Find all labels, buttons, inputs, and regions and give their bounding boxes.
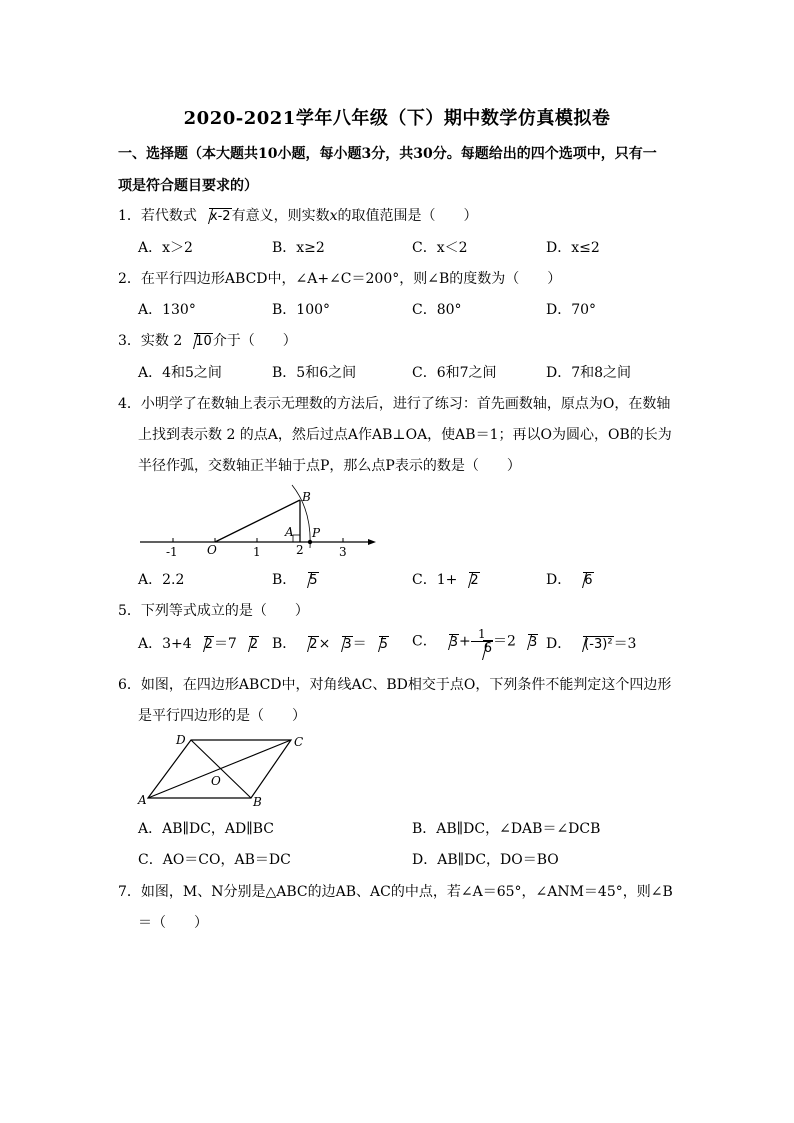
- section-heading-line2: 项是符合题目要求的）: [118, 178, 258, 194]
- q1-suffix: 有意义，则实数: [231, 208, 330, 224]
- q5-c-radical-1: [438, 632, 459, 653]
- q5-d-prefix: D．: [546, 636, 572, 652]
- question-4-line2: 上找到表示数 2 的点A，然后过点A作AB⊥OA，使AB＝1；再以O为圆心，OB的长为: [138, 427, 672, 443]
- q4-option-d-radical: [572, 570, 593, 591]
- question-3: [118, 331, 297, 352]
- q4-option-c-radical: [458, 570, 479, 591]
- q1-option-b[interactable]: B．x≥2: [272, 240, 325, 256]
- label-1: 1: [253, 545, 261, 559]
- q5-b-eq: ＝: [352, 636, 367, 652]
- q5-b-mid: ×: [318, 636, 331, 652]
- q6-option-d[interactable]: D．AB∥DC，DO＝BO: [412, 852, 559, 868]
- q5-c-den-rad: 6: [483, 641, 493, 656]
- q5-c-num: 1: [471, 628, 493, 642]
- q5-c-radical-2: [517, 632, 538, 653]
- q6-option-b[interactable]: B．AB∥DC，∠DAB＝∠DCB: [412, 821, 601, 837]
- right-angle-mark: [293, 535, 300, 542]
- question-7-line2: ＝（ ）: [138, 915, 208, 931]
- label-p: P: [312, 526, 321, 540]
- q3-option-c[interactable]: C．6和7之间: [412, 365, 497, 381]
- number-line-figure: [140, 480, 380, 560]
- q5-c-rad2: 3: [528, 634, 538, 650]
- q5-a-rad2: 2: [249, 637, 259, 652]
- q4-option-d-radicand: 6: [584, 573, 593, 588]
- question-6-line1: 6．如图，在四边形ABCD中，对角线AC、BD相交于点O，下列条件不能判定这个四边形: [118, 677, 672, 693]
- q2-option-c[interactable]: C．80°: [412, 302, 462, 318]
- q4-option-d-prefix: D．: [546, 572, 572, 588]
- q6-option-c[interactable]: C．AO＝CO，AB＝DC: [138, 852, 291, 868]
- question-4-line3: 半径作弧，交数轴正半轴于点P，那么点P表示的数是（ ）: [138, 458, 521, 474]
- q4-option-b[interactable]: [272, 570, 319, 591]
- q3-prefix: 3．实数 2: [118, 333, 183, 349]
- q4-option-d[interactable]: [546, 570, 594, 591]
- q5-option-d[interactable]: [546, 634, 636, 655]
- q5-c-prefix: C．: [412, 633, 437, 650]
- q5-option-c[interactable]: [412, 628, 538, 655]
- q3-option-d[interactable]: D．7和8之间: [546, 365, 632, 381]
- q5-d-rad: (-3)²: [584, 637, 613, 652]
- q1-radicand: x-2: [209, 209, 231, 224]
- question-1: [118, 206, 477, 227]
- label-2: 2: [296, 543, 304, 557]
- q1-var: x: [329, 208, 338, 224]
- q3-radical: [183, 331, 213, 352]
- question-7-line1: 7．如图，M、N分别是△ABC的边AB、AC的中点，若∠A＝65°，∠ANM＝45°，则∠B: [118, 884, 673, 900]
- q5-d-eq: ＝3: [613, 636, 637, 652]
- q1-option-a[interactable]: A．x＞2: [138, 240, 193, 256]
- section-heading-line1: 一、选择题（本大题共10小题，每小题3分，共30分。每题给出的四个选项中，只有一: [118, 146, 657, 162]
- label-o-quad: O: [211, 774, 221, 788]
- q5-b-rad3: 5: [379, 637, 388, 652]
- q5-b-rad2: 3: [343, 637, 352, 652]
- diagonal-bd: [191, 740, 251, 798]
- q5-c-rad1: 3: [449, 634, 458, 650]
- label-a-quad: A: [138, 793, 147, 807]
- quadrilateral-figure: [134, 730, 314, 810]
- label-3: 3: [339, 545, 347, 559]
- question-5: 5．下列等式成立的是（ ）: [118, 603, 309, 619]
- axis-arrow-icon: [368, 539, 376, 545]
- q5-c-plus: +: [459, 633, 471, 650]
- label-b-quad: B: [253, 795, 262, 809]
- question-4-line1: 4．小明学了在数轴上表示无理数的方法后，进行了练习：首先画数轴，原点为O，在数轴: [118, 396, 671, 412]
- q1-radical: [198, 206, 232, 227]
- q2-option-d[interactable]: D．70°: [546, 302, 597, 318]
- q5-option-b[interactable]: [272, 634, 389, 655]
- label-o: O: [207, 543, 217, 557]
- q5-c-den-radical: [472, 642, 493, 655]
- q3-radicand: 10: [195, 334, 212, 349]
- question-2: 2．在平行四边形ABCD中，∠A+∠C＝200°，则∠B的度数为（ ）: [118, 271, 562, 287]
- q3-suffix: 介于（ ）: [212, 333, 297, 349]
- q2-option-b[interactable]: B．100°: [272, 302, 331, 318]
- q2-option-a[interactable]: A．130°: [138, 302, 196, 318]
- q6-option-a[interactable]: A．AB∥DC，AD∥BC: [138, 821, 274, 837]
- q4-option-b-radicand: 5: [309, 573, 318, 588]
- q1-option-d[interactable]: D．x≤2: [546, 240, 600, 256]
- label-b: B: [302, 490, 311, 504]
- q5-b-rad1: 2: [309, 637, 318, 652]
- q5-a-prefix: A．3+4: [138, 636, 192, 652]
- point-p: [308, 540, 312, 544]
- q4-option-b-radical: [297, 570, 318, 591]
- q5-a-radical-2: [238, 634, 259, 655]
- label-a: A: [285, 525, 294, 539]
- q1-prefix: 1．若代数式: [118, 208, 197, 224]
- q3-option-b[interactable]: B．5和6之间: [272, 365, 357, 381]
- exam-title: 2020-2021学年八年级（下）期中数学仿真模拟卷: [183, 108, 611, 129]
- q5-a-mid: ＝7: [213, 636, 237, 652]
- q5-c-fraction: [471, 628, 493, 655]
- q4-option-c[interactable]: [412, 570, 480, 591]
- q5-b-radical-2: [331, 634, 352, 655]
- question-6-line2: 是平行四边形的是（ ）: [138, 708, 306, 724]
- q4-option-a[interactable]: A．2.2: [138, 572, 185, 588]
- q5-b-radical-1: [297, 634, 318, 655]
- q4-option-c-num: 1+: [436, 572, 458, 588]
- label-d: D: [176, 733, 186, 747]
- q5-d-radical: [572, 634, 613, 655]
- q5-option-a[interactable]: [138, 634, 259, 655]
- q5-a-rad1: 2: [204, 637, 213, 652]
- label-c: C: [294, 735, 304, 749]
- q4-option-c-radicand: 2: [470, 573, 479, 588]
- label-minus1: -1: [166, 545, 178, 559]
- q5-b-prefix: B．: [272, 636, 297, 652]
- q5-c-eq: ＝2: [493, 633, 516, 650]
- q3-option-a[interactable]: A．4和5之间: [138, 365, 222, 381]
- q5-a-radical-1: [193, 634, 214, 655]
- q5-b-radical-3: [368, 634, 389, 655]
- q4-option-c-prefix: C．: [412, 572, 437, 588]
- q1-suffix2: 的取值范围是（ ）: [337, 208, 478, 224]
- q1-option-c[interactable]: C．x＜2: [412, 240, 468, 256]
- q4-option-b-prefix: B．: [272, 572, 297, 588]
